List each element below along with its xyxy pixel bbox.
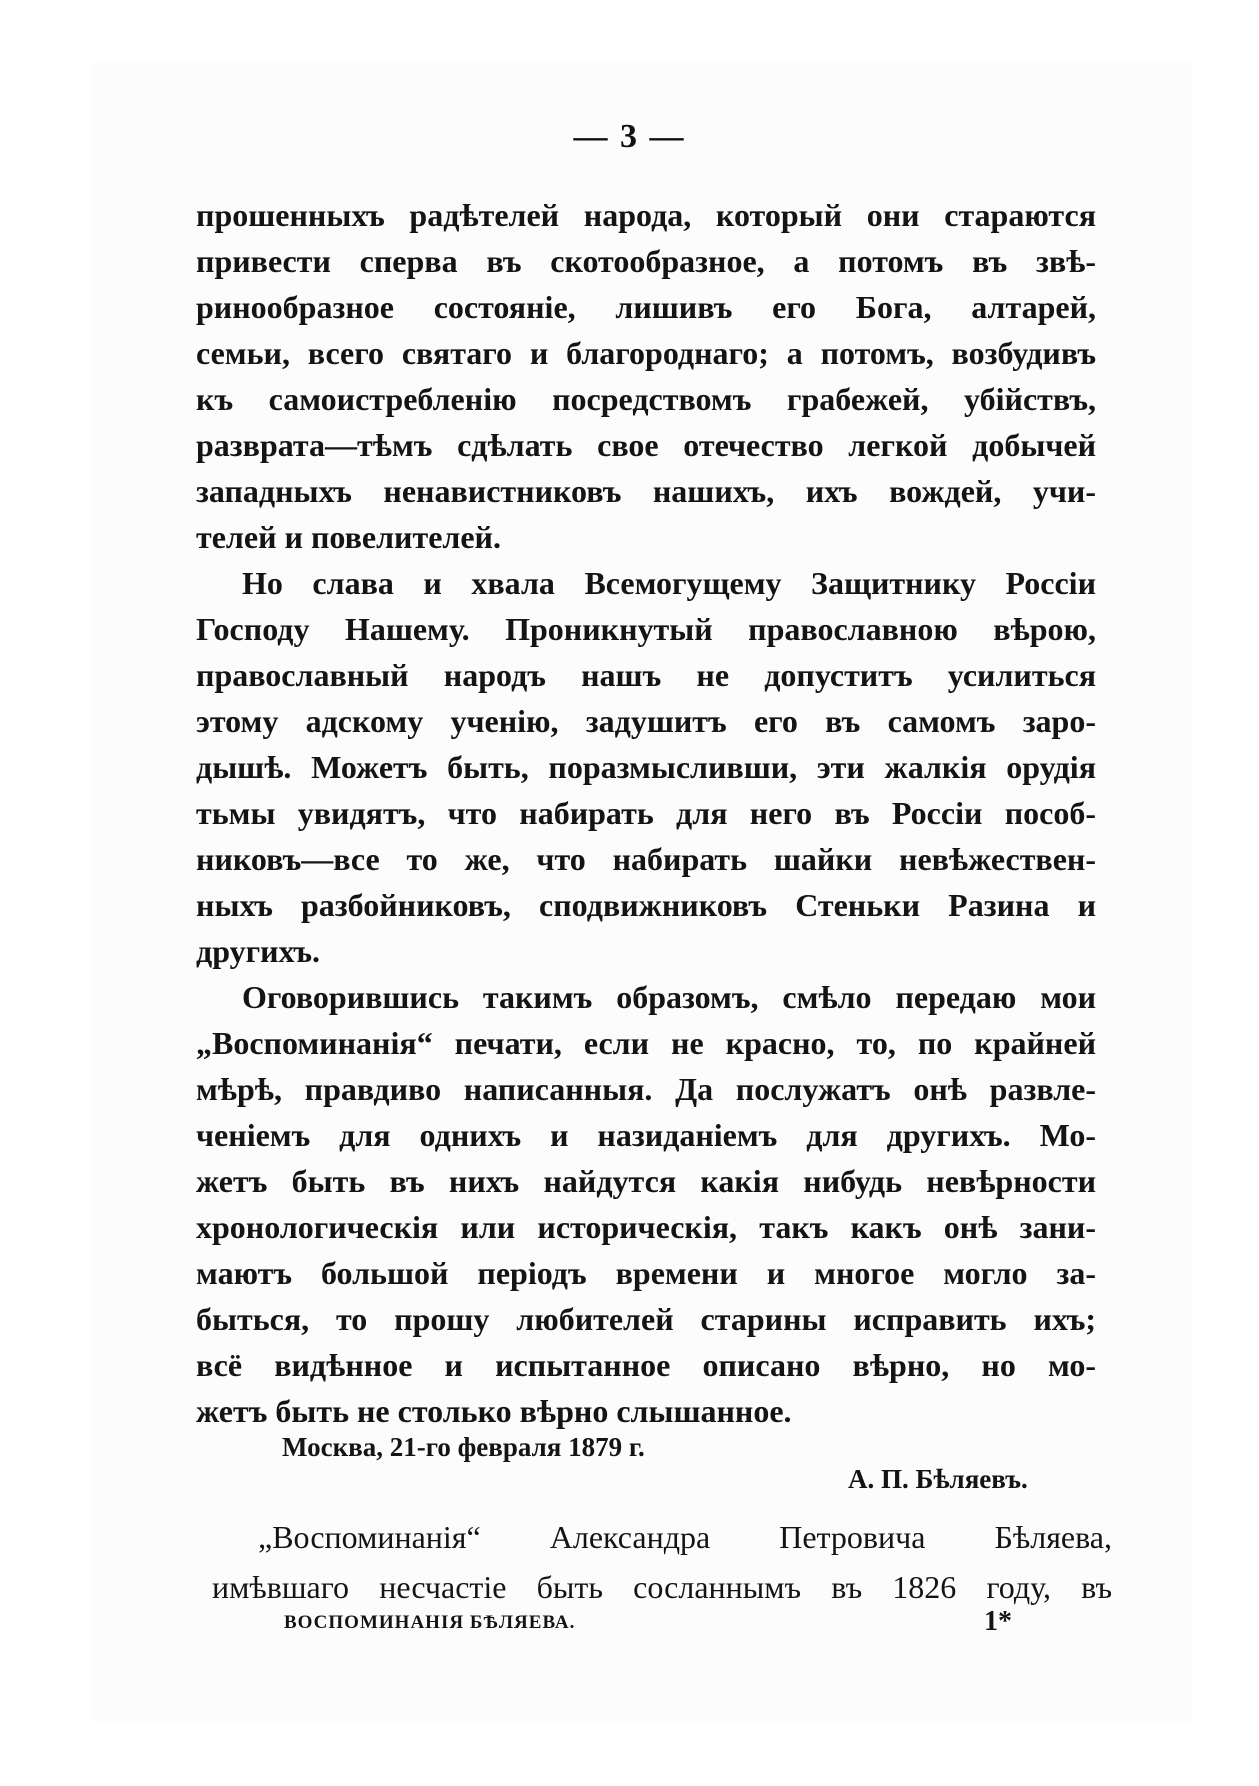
main-text xyxy=(196,192,1096,1434)
text-line: православный народъ нашъ не допуститъ усилиться xyxy=(196,657,1096,693)
text-line: маютъ большой періодъ времени и многое могло за- xyxy=(196,1255,1096,1291)
text-line: никовъ—все то же, что набирать шайки невѣжествен- xyxy=(196,841,1096,877)
date-line: Москва, 21-го февраля 1879 г. xyxy=(282,1432,645,1462)
text-line: ныхъ разбойниковъ, сподвижниковъ Стеньки Разина и xyxy=(196,887,1096,923)
text-line: дышѣ. Можетъ быть, поразмысливши, эти жалкія орудія xyxy=(196,749,1096,785)
text-line: семьи, всего святаго и благороднаго; а потомъ, возбудивъ xyxy=(196,335,1096,371)
text-line: всё видѣнное и испытанное описано вѣрно, но мо- xyxy=(196,1347,1096,1383)
paragraph-3 xyxy=(196,974,1096,1434)
page-number: — 3 — xyxy=(573,118,686,155)
text-line: мѣрѣ, правдиво написанныя. Да послужатъ онѣ развле- xyxy=(196,1071,1096,1107)
text-line: Господу Нашему. Проникнутый православною вѣрою, xyxy=(196,611,1096,647)
text-line: телей и повелителей. xyxy=(196,519,501,555)
text-line: быться, то прошу любителей старины исправить ихъ; xyxy=(196,1301,1096,1337)
footer-book-title: ВОСПОМИНАНІЯ БѢЛЯЕВА. xyxy=(284,1612,576,1633)
paragraph-1 xyxy=(196,192,1096,560)
text-line: хронологическія или историческія, такъ какъ онѣ зани- xyxy=(196,1209,1096,1245)
text-line: прошенныхъ радѣтелей народа, который они стараются xyxy=(196,197,1096,233)
text-line: „Воспоминанія“ печати, если не красно, то, по крайней xyxy=(196,1025,1096,1061)
text-line: ринообразное состояніе, лишивъ его Бога, алтарей, xyxy=(196,289,1096,325)
author-signature: А. П. Бѣляевъ. xyxy=(848,1464,1028,1494)
text-line: западныхъ ненавистниковъ нашихъ, ихъ вождей, учи- xyxy=(196,473,1096,509)
printer-signature-mark: 1* xyxy=(984,1606,1012,1637)
text-line: къ самоистребленію посредствомъ грабежей, убійствъ, xyxy=(196,381,1096,417)
text-line: жетъ быть въ нихъ найдутся какія нибудь невѣрности xyxy=(196,1163,1096,1199)
text-line: Но слава и хвала Всемогущему Защитнику Россіи xyxy=(242,565,1096,601)
text-line: разврата—тѣмъ сдѣлать свое отечество легкой добычей xyxy=(196,427,1096,463)
paragraph-2 xyxy=(196,560,1096,974)
text-line: жетъ быть не столько вѣрно слышанное. xyxy=(196,1393,792,1429)
text-line: другихъ. xyxy=(196,933,320,969)
text-line: ченіемъ для однихъ и назиданіемъ для другихъ. Мо- xyxy=(196,1117,1096,1153)
text-line: „Воспоминанія“ Александра Петровича Бѣляева, xyxy=(258,1519,1112,1555)
continuation-text xyxy=(212,1512,1112,1612)
text-line: привести сперва въ скотообразное, а потомъ въ звѣ- xyxy=(196,243,1096,279)
text-line: этому адскому ученію, задушитъ его въ самомъ заро- xyxy=(196,703,1096,739)
text-line: имѣвшаго несчастіе быть сосланнымъ въ 1826 году, въ xyxy=(212,1569,1112,1605)
text-line: тьмы увидятъ, что набирать для него въ Россіи пособ- xyxy=(196,795,1096,831)
text-line: Оговорившись такимъ образомъ, смѣло передаю мои xyxy=(242,979,1096,1015)
